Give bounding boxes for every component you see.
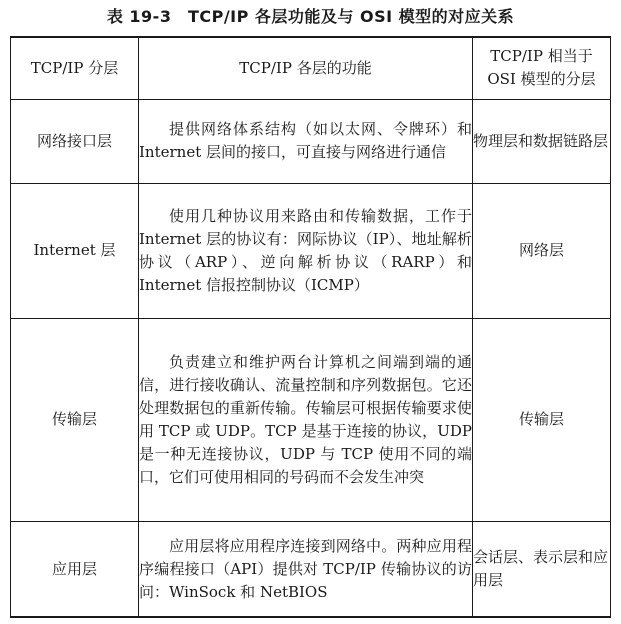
table-row <box>11 522 611 617</box>
tcpip-osi-table <box>10 36 611 618</box>
osi-cell: 物理层和数据链路层 <box>473 99 611 183</box>
table-row <box>11 184 611 319</box>
header-osi: TCP/IP 相当于 OSI 模型的分层 <box>473 37 611 99</box>
header-row <box>11 37 611 99</box>
layer-cell: 网络接口层 <box>11 99 139 183</box>
layer-cell: 应用层 <box>11 522 139 617</box>
header-function: TCP/IP 各层的功能 <box>139 37 473 99</box>
osi-cell: 网络层 <box>473 184 611 319</box>
table-row <box>11 99 611 183</box>
header-layer: TCP/IP 分层 <box>11 37 139 99</box>
osi-cell: 会话层、表示层和应用层 <box>473 522 611 617</box>
function-cell: 提供网络体系结构（如以太网、令牌环）和 Internet 层间的接口，可直接与网络进行通信 <box>139 99 473 183</box>
layer-cell: Internet 层 <box>11 184 139 319</box>
function-cell: 使用几种协议用来路由和传输数据，工作于 Internet 层的协议有：网际协议（IP）、地址解析协议（ARP）、逆向解析协议（RARP）和 Internet 信报控制协议（ICMP） <box>139 184 473 319</box>
table-row <box>11 318 611 521</box>
table-caption: 表 19-3 TCP/IP 各层功能及与 OSI 模型的对应关系 <box>106 7 515 26</box>
layer-cell: 传输层 <box>11 318 139 521</box>
osi-cell: 传输层 <box>473 318 611 521</box>
function-cell: 负责建立和维护两台计算机之间端到端的通信，进行接收确认、流量控制和序列数据包。它还处理数据包的重新传输。传输层可根据传输要求使用 TCP 或 UDP。TCP 是基于连接的协议，UDP 是一种无连接协议，UDP 与 TCP 使用不同的端口，它们可使用相同的号码而不会发生冲突 <box>139 318 473 521</box>
function-cell: 应用层将应用程序连接到网络中。两种应用程序编程接口（API）提供对 TCP/IP 传输协议的访问：WinSock 和 NetBIOS <box>139 522 473 617</box>
